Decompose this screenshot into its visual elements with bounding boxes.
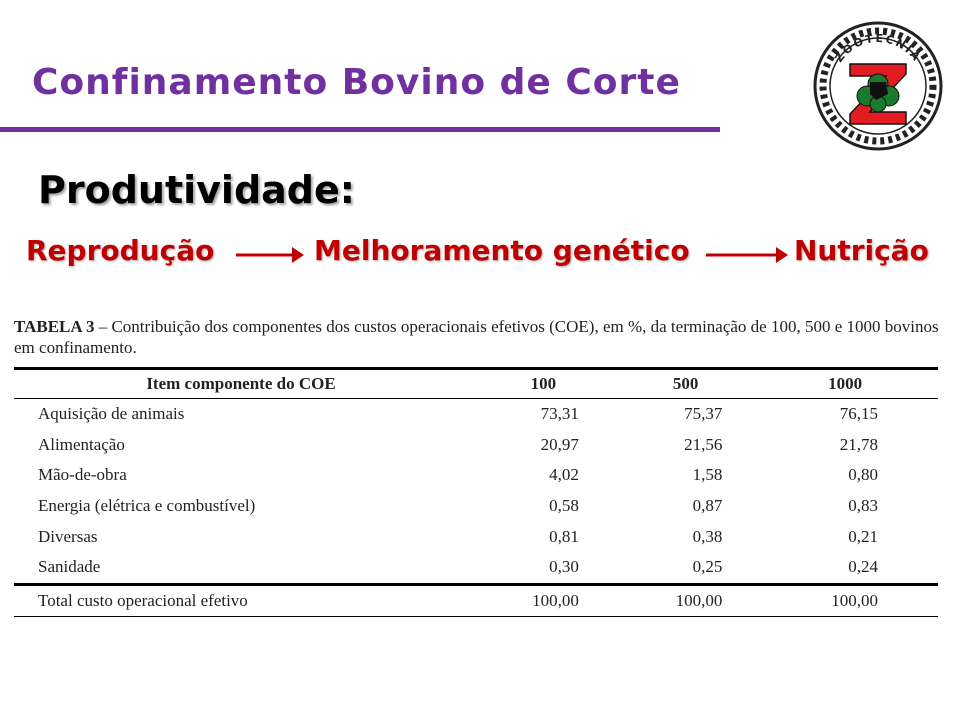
row-label: Aquisição de animais: [38, 404, 185, 424]
table-row: [14, 552, 938, 584]
table-row: [14, 430, 938, 461]
cell-value: 0,87: [692, 496, 723, 516]
cell-value: 0,25: [692, 557, 723, 577]
flow-step-nutricao: Nutrição: [794, 234, 929, 267]
table-row: [14, 491, 938, 522]
table-row: [14, 399, 938, 430]
cell-value: 0,58: [549, 496, 579, 516]
cell-value: 0,38: [692, 526, 723, 546]
total-value: 100,00: [752, 584, 938, 616]
cell-value: 73,31: [540, 404, 579, 424]
total-value: 100,00: [619, 584, 752, 616]
cell-value: 20,97: [540, 434, 579, 454]
logo-ring-text: ZOOTECNIA: [832, 31, 924, 65]
total-value: 100,00: [468, 584, 619, 616]
row-label: Energia (elétrica e combustível): [38, 496, 256, 516]
cell-value: 0,81: [549, 526, 579, 546]
cell-value: 0,24: [848, 557, 878, 577]
header-item: Item componente do COE: [14, 369, 468, 399]
cell-value: 4,02: [549, 465, 579, 485]
table-header-row: [14, 369, 938, 399]
header-500: 500: [619, 369, 752, 399]
table-caption-label: TABELA 3: [14, 317, 95, 336]
section-heading: Produtividade:: [38, 168, 355, 212]
row-label: Mão-de-obra: [38, 465, 127, 485]
table-total-row: [14, 584, 938, 616]
cell-value: 75,37: [684, 404, 723, 424]
cell-value: 0,83: [848, 496, 878, 516]
title-underline: [0, 127, 720, 132]
header-1000: 1000: [752, 369, 938, 399]
arrow-right-icon: [236, 244, 304, 266]
table-row: [14, 521, 938, 552]
row-label: Alimentação: [38, 434, 125, 454]
cell-value: 1,58: [692, 465, 723, 485]
row-label: Diversas: [38, 526, 98, 546]
cell-value: 0,80: [848, 465, 878, 485]
cell-value: 0,21: [848, 526, 878, 546]
cell-value: 76,15: [839, 404, 878, 424]
table-caption-text: – Contribuição dos componentes dos custos operacionais efetivos (COE), em %, da terminação de 100, 500 e 1000 bovinos em confinamento.: [14, 317, 939, 357]
flow-step-melhoramento: Melhoramento genético: [314, 234, 690, 267]
slide-title: Confinamento Bovino de Corte: [32, 62, 681, 103]
zootecnia-logo: [812, 20, 944, 152]
cell-value: 0,30: [549, 557, 579, 577]
flow-step-reproducao: Reprodução: [26, 234, 215, 267]
total-label: Total custo operacional efetivo: [14, 584, 468, 616]
row-label: Sanidade: [38, 557, 101, 577]
table-row: [14, 460, 938, 491]
cell-value: 21,78: [839, 434, 878, 454]
header-100: 100: [468, 369, 619, 399]
arrow-right-icon: [706, 244, 788, 266]
cell-value: 21,56: [684, 434, 723, 454]
coe-table: [14, 367, 938, 617]
table-caption: [14, 316, 944, 358]
